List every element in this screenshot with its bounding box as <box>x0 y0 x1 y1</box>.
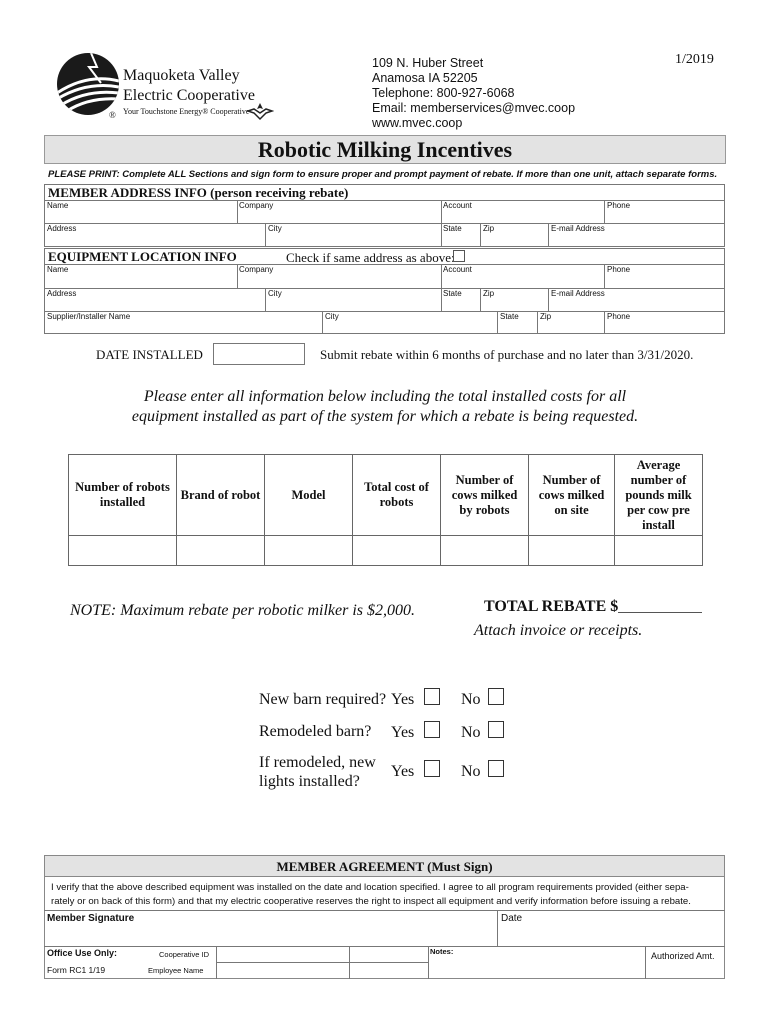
equipment-location-heading: EQUIPMENT LOCATION INFO <box>48 249 237 264</box>
remodeled-barn-question: Remodeled barn? <box>259 723 372 740</box>
member-state-field[interactable]: State <box>443 224 462 233</box>
remodeled-yes-label: Yes <box>391 724 415 741</box>
location-company-field[interactable]: Company <box>239 265 274 274</box>
supplier-zip-field[interactable]: Zip <box>540 312 552 321</box>
address-city: Anamosa IA 52205 <box>372 71 478 85</box>
header-num-robots: Number of robots installed <box>69 455 177 536</box>
member-name-field[interactable]: Name <box>47 201 69 210</box>
member-phone-field[interactable]: Phone <box>607 201 631 210</box>
agreement-text-line2: rately or on back of this form) and that my electric cooperative reserves the right to inspect all equipment and verify information before issuing a rebate. <box>51 896 691 907</box>
new-barn-yes-label: Yes <box>391 691 415 708</box>
member-email-field[interactable]: E-mail Address <box>551 224 605 233</box>
divider <box>497 910 498 946</box>
header-avg-pounds: Average number of pounds milk per cow pre install <box>615 455 703 536</box>
address-telephone: Telephone: 800-927-6068 <box>372 86 515 100</box>
divider <box>441 200 442 223</box>
header-brand: Brand of robot <box>177 455 265 536</box>
new-barn-yes-checkbox[interactable] <box>424 688 440 705</box>
divider <box>44 288 725 289</box>
authorized-amount-label: Authorized Amt. <box>651 951 715 961</box>
remodeled-yes-checkbox[interactable] <box>424 721 440 738</box>
cows-on-site-input[interactable] <box>529 536 615 566</box>
page-title: Robotic Milking Incentives <box>44 135 726 164</box>
header-cows-by-robots: Number of cows milked by robots <box>441 455 529 536</box>
table-row <box>69 536 703 566</box>
same-address-checkbox[interactable] <box>453 250 465 262</box>
info-instruction-line1: Please enter all information below including the total installed costs for all <box>143 388 627 405</box>
location-address-field[interactable]: Address <box>47 289 77 298</box>
divider <box>480 288 481 311</box>
divider <box>537 311 538 334</box>
signature-date-field[interactable]: Date <box>501 913 523 924</box>
date-installed-input[interactable] <box>213 343 305 365</box>
notes-field[interactable]: Notes: <box>430 947 454 956</box>
header-model: Model <box>265 455 353 536</box>
total-rebate-input[interactable] <box>618 612 702 613</box>
divider <box>265 223 266 247</box>
divider <box>216 946 217 979</box>
model-input[interactable] <box>265 536 353 566</box>
divider <box>441 288 442 311</box>
lights-yes-label: Yes <box>391 763 415 780</box>
member-city-field[interactable]: City <box>268 224 282 233</box>
supplier-name-field[interactable]: Supplier/Installer Name <box>47 312 131 321</box>
member-agreement-heading: MEMBER AGREEMENT (Must Sign) <box>44 855 725 877</box>
form-number-label: Form RC1 1/19 <box>47 965 106 975</box>
divider <box>237 200 238 223</box>
member-address-heading: MEMBER ADDRESS INFO (person receiving rebate) <box>48 185 349 200</box>
total-cost-input[interactable] <box>353 536 441 566</box>
divider <box>349 946 350 979</box>
divider <box>480 223 481 247</box>
touchstone-energy-icon <box>246 101 274 121</box>
member-account-field[interactable]: Account <box>443 201 472 210</box>
supplier-state-field[interactable]: State <box>500 312 519 321</box>
location-account-field[interactable]: Account <box>443 265 472 274</box>
member-zip-field[interactable]: Zip <box>483 224 495 233</box>
submit-deadline-note: Submit rebate within 6 months of purchase and no later than 3/31/2020. <box>320 347 694 362</box>
divider <box>604 200 605 223</box>
divider <box>44 946 725 947</box>
supplier-phone-field[interactable]: Phone <box>607 312 631 321</box>
cooperative-name <box>123 66 255 106</box>
org-line2: Electric Cooperative <box>123 87 255 104</box>
divider <box>237 264 238 288</box>
location-state-field[interactable]: State <box>443 289 462 298</box>
divider <box>216 962 428 963</box>
divider <box>604 264 605 288</box>
supplier-city-field[interactable]: City <box>325 312 339 321</box>
header-total-cost: Total cost of robots <box>353 455 441 536</box>
header-cows-on-site: Number of cows milked on site <box>529 455 615 536</box>
new-barn-question: New barn required? <box>259 691 387 708</box>
remodeled-no-label: No <box>461 724 481 741</box>
member-signature-field[interactable]: Member Signature <box>47 913 135 924</box>
date-installed-label: DATE INSTALLED <box>96 347 203 362</box>
form-date: 1/2019 <box>675 52 714 67</box>
office-use-label: Office Use Only: <box>47 948 118 958</box>
new-lights-line2: lights installed? <box>259 773 360 790</box>
divider <box>322 311 323 334</box>
divider <box>441 264 442 288</box>
touchstone-tagline: Your Touchstone Energy® Cooperative <box>123 107 250 116</box>
address-email: Email: memberservices@mvec.coop <box>372 101 576 115</box>
divider <box>44 910 725 911</box>
new-lights-question <box>259 753 376 791</box>
divider <box>44 223 725 224</box>
divider <box>548 223 549 247</box>
new-barn-no-label: No <box>461 691 481 708</box>
new-lights-line1: If remodeled, new <box>259 754 376 771</box>
divider <box>265 288 266 311</box>
brand-input[interactable] <box>177 536 265 566</box>
remodeled-no-checkbox[interactable] <box>488 721 504 738</box>
agreement-text-line1: I verify that the above described equipment was installed on the date and location specified. I agree to all program requirements provided (either sepa- <box>51 882 689 893</box>
employee-name-label: Employee Name <box>148 966 204 975</box>
divider <box>548 288 549 311</box>
address-website: www.mvec.coop <box>372 116 463 130</box>
num-robots-input[interactable] <box>69 536 177 566</box>
location-name-field[interactable]: Name <box>47 265 69 274</box>
divider <box>645 946 646 979</box>
member-company-field[interactable]: Company <box>239 201 274 210</box>
same-address-label: Check if same address as above: <box>286 250 455 265</box>
total-rebate-label: TOTAL REBATE $ <box>484 598 619 615</box>
instructions: PLEASE PRINT: Complete ALL Sections and sign form to ensure proper and prompt payment of rebate. If more than one unit, attach separate forms. <box>48 169 718 180</box>
location-phone-field[interactable]: Phone <box>607 265 631 274</box>
divider <box>604 311 605 334</box>
divider <box>428 946 429 979</box>
divider <box>497 311 498 334</box>
location-city-field[interactable]: City <box>268 289 282 298</box>
location-email-field[interactable]: E-mail Address <box>551 289 605 298</box>
member-address-field[interactable]: Address <box>47 224 77 233</box>
registered-mark: ® <box>109 110 116 120</box>
new-barn-no-checkbox[interactable] <box>488 688 504 705</box>
lights-no-label: No <box>461 763 481 780</box>
attach-invoice-note: Attach invoice or receipts. <box>474 622 643 639</box>
robot-info-table <box>68 454 703 566</box>
address-street: 109 N. Huber Street <box>372 56 484 70</box>
agreement-text <box>51 881 721 909</box>
logo-swoosh-icon <box>57 53 119 115</box>
divider <box>441 223 442 247</box>
cooperative-id-label: Cooperative ID <box>159 950 210 959</box>
avg-pounds-input[interactable] <box>615 536 703 566</box>
cows-by-robots-input[interactable] <box>441 536 529 566</box>
lights-yes-checkbox[interactable] <box>424 760 440 777</box>
info-instruction-line2: equipment installed as part of the system for which a rebate is being requested. <box>131 408 639 425</box>
cooperative-address <box>372 56 575 131</box>
lights-no-checkbox[interactable] <box>488 760 504 777</box>
max-rebate-note: NOTE: Maximum rebate per robotic milker is $2,000. <box>70 602 415 619</box>
org-line1: Maquoketa Valley <box>123 67 240 84</box>
table-header-row <box>69 455 703 536</box>
location-zip-field[interactable]: Zip <box>483 289 495 298</box>
cooperative-logo <box>57 53 119 115</box>
